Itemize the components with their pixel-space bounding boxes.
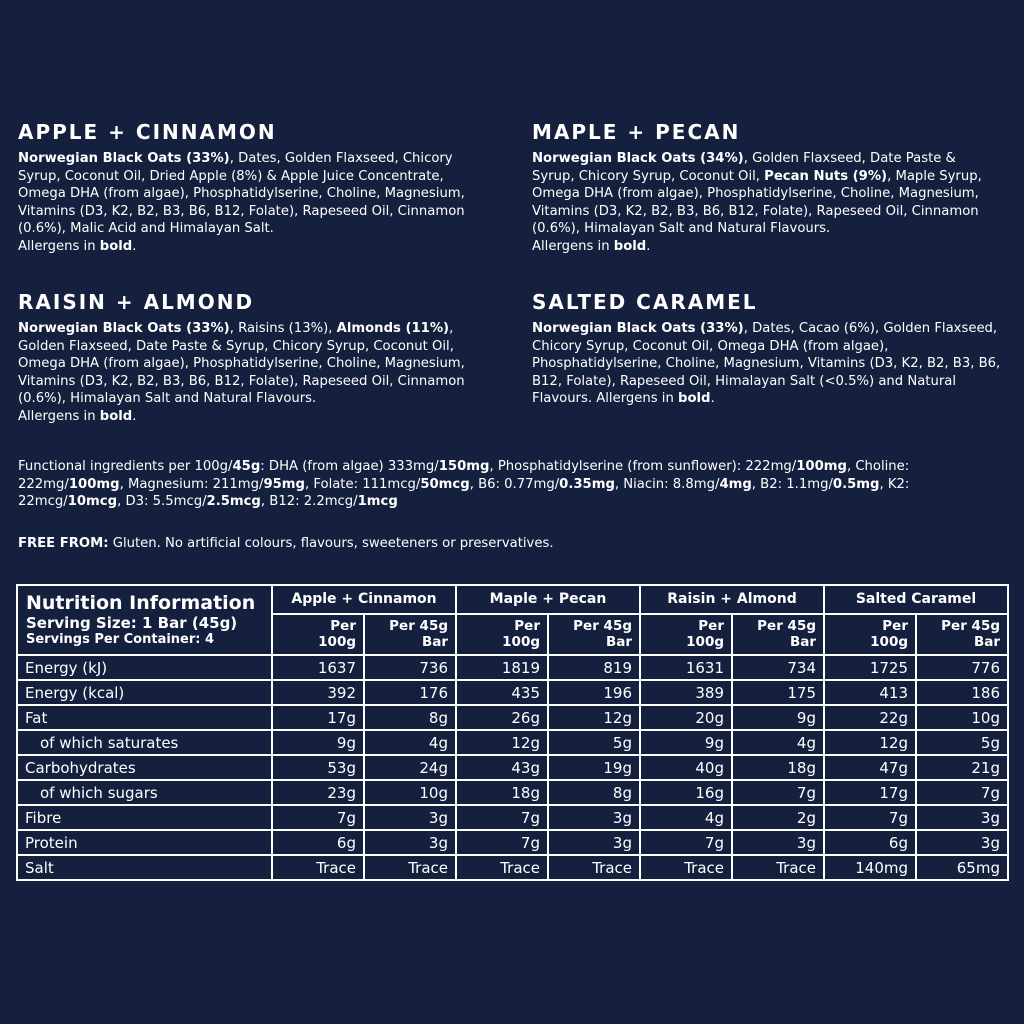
section-title: RAISIN + ALMOND bbox=[18, 290, 255, 314]
nutrient-label: Energy (kJ) bbox=[17, 655, 272, 680]
nutrition-body bbox=[17, 655, 1008, 880]
nutrient-value: 23g bbox=[272, 780, 364, 805]
nutrient-value: 5g bbox=[916, 730, 1008, 755]
nutrient-value: Trace bbox=[456, 855, 548, 880]
nutrient-value: 6g bbox=[272, 830, 364, 855]
nutrient-value: Trace bbox=[548, 855, 640, 880]
ingredients-text: Norwegian Black Oats (33%), Dates, Cacao (6%), Golden Flaxseed, Chicory Syrup, Coconut Oil, Omega DHA (from algae), Phosphatidylserine, Choline, Magnesium, Vitamins (D3, K2, B2, B3, B6, B12, Folate), Rapeseed Oil, Himalayan Salt (<0.5%) and Natural Flavours. Allergens in bold. bbox=[532, 321, 1001, 406]
nutrient-value: 3g bbox=[916, 830, 1008, 855]
nutrient-value: 176 bbox=[364, 680, 456, 705]
nutrient-value: 392 bbox=[272, 680, 364, 705]
nutrient-value: 4g bbox=[732, 730, 824, 755]
nutrient-value: 22g bbox=[824, 705, 916, 730]
nutrient-label: of which sugars bbox=[17, 780, 272, 805]
nutrient-value: 3g bbox=[916, 805, 1008, 830]
nutrient-value: 16g bbox=[640, 780, 732, 805]
flavour-header: Raisin + Almond bbox=[640, 585, 824, 614]
flavour-header: Apple + Cinnamon bbox=[272, 585, 456, 614]
nutrient-value: 140mg bbox=[824, 855, 916, 880]
nutrient-value: 7g bbox=[640, 830, 732, 855]
nutrient-value: 12g bbox=[456, 730, 548, 755]
nutrient-value: 196 bbox=[548, 680, 640, 705]
nutrient-value: 435 bbox=[456, 680, 548, 705]
nutrient-value: 1637 bbox=[272, 655, 364, 680]
serving-size: Serving Size: 1 Bar (45g) bbox=[26, 614, 238, 632]
nutrient-value: 1631 bbox=[640, 655, 732, 680]
nutrient-value: 776 bbox=[916, 655, 1008, 680]
nutrient-label: Energy (kcal) bbox=[17, 680, 272, 705]
per-100g-header: Per 100g bbox=[272, 614, 364, 655]
section-title: SALTED CARAMEL bbox=[532, 290, 758, 314]
per-bar-header: Per 45g Bar bbox=[732, 614, 824, 655]
table-row bbox=[17, 805, 1008, 830]
nutrient-value: 734 bbox=[732, 655, 824, 680]
free-from-text: Gluten. No artificial colours, flavours, sweeteners or preservatives. bbox=[108, 536, 554, 551]
nutrient-value: 7g bbox=[824, 805, 916, 830]
table-header-row bbox=[17, 585, 1008, 614]
nutrient-value: 7g bbox=[456, 830, 548, 855]
nutrient-value: 18g bbox=[732, 755, 824, 780]
ingredients-maple-pecan bbox=[532, 120, 1002, 255]
nutrient-label: Carbohydrates bbox=[17, 755, 272, 780]
nutrient-value: 19g bbox=[548, 755, 640, 780]
nutrient-value: 20g bbox=[640, 705, 732, 730]
table-row bbox=[17, 730, 1008, 755]
nutrient-label: of which saturates bbox=[17, 730, 272, 755]
ingredients-raisin-almond bbox=[18, 290, 488, 425]
table-row bbox=[17, 830, 1008, 855]
nutrition-title: Nutrition Information bbox=[26, 592, 256, 614]
nutrient-value: 8g bbox=[364, 705, 456, 730]
nutrient-value: 17g bbox=[824, 780, 916, 805]
table-row bbox=[17, 680, 1008, 705]
nutrient-value: 26g bbox=[456, 705, 548, 730]
nutrient-value: 6g bbox=[824, 830, 916, 855]
flavour-header: Maple + Pecan bbox=[456, 585, 640, 614]
nutrient-value: 17g bbox=[272, 705, 364, 730]
nutrient-value: 3g bbox=[732, 830, 824, 855]
nutrient-value: 3g bbox=[364, 805, 456, 830]
functional-ingredients: Functional ingredients per 100g/45g: DHA (from algae) 333mg/150mg, Phosphatidylserine (from sunflower): 222mg/100mg, Choline: 222mg/100mg, Magnesium: 211mg/95mg, Folate: 111mcg/50mcg, B6: 0.77mg/0.35mg, Niacin: 8.8mg/4mg, B2: 1.1mg/0.5mg, K2: 22mcg/10mcg, D3: 5.5mcg/2.5mcg, B12: 2.2mcg/1mcg bbox=[18, 459, 910, 509]
nutrient-value: 24g bbox=[364, 755, 456, 780]
nutrition-table bbox=[16, 584, 1009, 881]
nutrient-value: 175 bbox=[732, 680, 824, 705]
free-from bbox=[18, 535, 1008, 553]
free-from-label: FREE FROM: bbox=[18, 536, 109, 551]
nutrient-value: Trace bbox=[272, 855, 364, 880]
table-row bbox=[17, 755, 1008, 780]
section-title: APPLE + CINNAMON bbox=[18, 120, 277, 144]
nutrient-value: 12g bbox=[548, 705, 640, 730]
nutrient-value: 3g bbox=[548, 830, 640, 855]
section-title: MAPLE + PECAN bbox=[532, 120, 741, 144]
nutrient-value: Trace bbox=[640, 855, 732, 880]
nutrition-title-cell bbox=[17, 585, 272, 655]
nutrient-value: 7g bbox=[272, 805, 364, 830]
nutrient-value: 4g bbox=[364, 730, 456, 755]
nutrient-value: 7g bbox=[456, 805, 548, 830]
flavour-header: Salted Caramel bbox=[824, 585, 1008, 614]
nutrient-value: 5g bbox=[548, 730, 640, 755]
nutrient-value: 10g bbox=[916, 705, 1008, 730]
nutrient-value: 47g bbox=[824, 755, 916, 780]
nutrient-value: 413 bbox=[824, 680, 916, 705]
nutrient-label: Protein bbox=[17, 830, 272, 855]
nutrient-value: Trace bbox=[732, 855, 824, 880]
nutrient-value: 21g bbox=[916, 755, 1008, 780]
nutrient-value: 186 bbox=[916, 680, 1008, 705]
table-row bbox=[17, 780, 1008, 805]
ingredients-text: Norwegian Black Oats (33%), Raisins (13%), Almonds (11%), Golden Flaxseed, Date Paste & Syrup, Chicory Syrup, Coconut Oil, Omega DHA (from algae), Phosphatidylserine, Choline, Magnesium, Vitamins (D3, K2, B2, B3, B6, B12, Folate), Rapeseed Oil, Cinnamon (0.6%), Himalayan Salt and Natural Flavours. Allergens in bold. bbox=[18, 321, 465, 424]
ingredients-text: Norwegian Black Oats (33%), Dates, Golden Flaxseed, Chicory Syrup, Coconut Oil, Dried Apple (8%) & Apple Juice Concentrate, Omega DHA (from algae), Phosphatidylserine, Choline, Magnesium, Vitamins (D3, K2, B2, B3, B6, B12, Folate), Rapeseed Oil, Cinnamon (0.6%), Malic Acid and Himalayan Salt. Allergens in bold. bbox=[18, 151, 465, 254]
nutrient-value: 1819 bbox=[456, 655, 548, 680]
ingredients-apple-cinnamon bbox=[18, 120, 488, 255]
nutrient-value: 3g bbox=[364, 830, 456, 855]
nutrient-label: Fat bbox=[17, 705, 272, 730]
nutrient-label: Salt bbox=[17, 855, 272, 880]
ingredients-salted-caramel bbox=[532, 290, 1002, 408]
per-bar-header: Per 45g Bar bbox=[548, 614, 640, 655]
nutrient-value: 53g bbox=[272, 755, 364, 780]
nutrient-value: 10g bbox=[364, 780, 456, 805]
nutrient-value: 40g bbox=[640, 755, 732, 780]
nutrient-value: 389 bbox=[640, 680, 732, 705]
nutrient-value: 7g bbox=[916, 780, 1008, 805]
per-100g-header: Per 100g bbox=[456, 614, 548, 655]
per-bar-header: Per 45g Bar bbox=[364, 614, 456, 655]
nutrient-value: 7g bbox=[732, 780, 824, 805]
nutrient-value: 2g bbox=[732, 805, 824, 830]
nutrient-value: Trace bbox=[364, 855, 456, 880]
per-100g-header: Per 100g bbox=[824, 614, 916, 655]
nutrient-value: 1725 bbox=[824, 655, 916, 680]
nutrient-value: 9g bbox=[640, 730, 732, 755]
nutrient-value: 9g bbox=[732, 705, 824, 730]
nutrient-label: Fibre bbox=[17, 805, 272, 830]
ingredients-text: Norwegian Black Oats (34%), Golden Flaxseed, Date Paste & Syrup, Chicory Syrup, Coconut Oil, Pecan Nuts (9%), Maple Syrup, Omega DHA (from algae), Phosphatidylserine, Choline, Magnesium, Vitamins (D3, K2, B2, B3, B6, B12, Folate), Rapeseed Oil, Cinnamon (0.6%), Himalayan Salt and Natural Flavours. Allergens in bold. bbox=[532, 151, 982, 254]
per-100g-header: Per 100g bbox=[640, 614, 732, 655]
nutrient-value: 65mg bbox=[916, 855, 1008, 880]
nutrient-value: 4g bbox=[640, 805, 732, 830]
table-row bbox=[17, 855, 1008, 880]
nutrient-value: 8g bbox=[548, 780, 640, 805]
nutrient-value: 736 bbox=[364, 655, 456, 680]
nutrient-value: 9g bbox=[272, 730, 364, 755]
nutrient-value: 819 bbox=[548, 655, 640, 680]
per-bar-header: Per 45g Bar bbox=[916, 614, 1008, 655]
nutrient-value: 18g bbox=[456, 780, 548, 805]
table-row bbox=[17, 655, 1008, 680]
table-row bbox=[17, 705, 1008, 730]
nutrient-value: 3g bbox=[548, 805, 640, 830]
nutrient-value: 12g bbox=[824, 730, 916, 755]
nutrient-value: 43g bbox=[456, 755, 548, 780]
servings-per-container: Servings Per Container: 4 bbox=[26, 632, 215, 647]
